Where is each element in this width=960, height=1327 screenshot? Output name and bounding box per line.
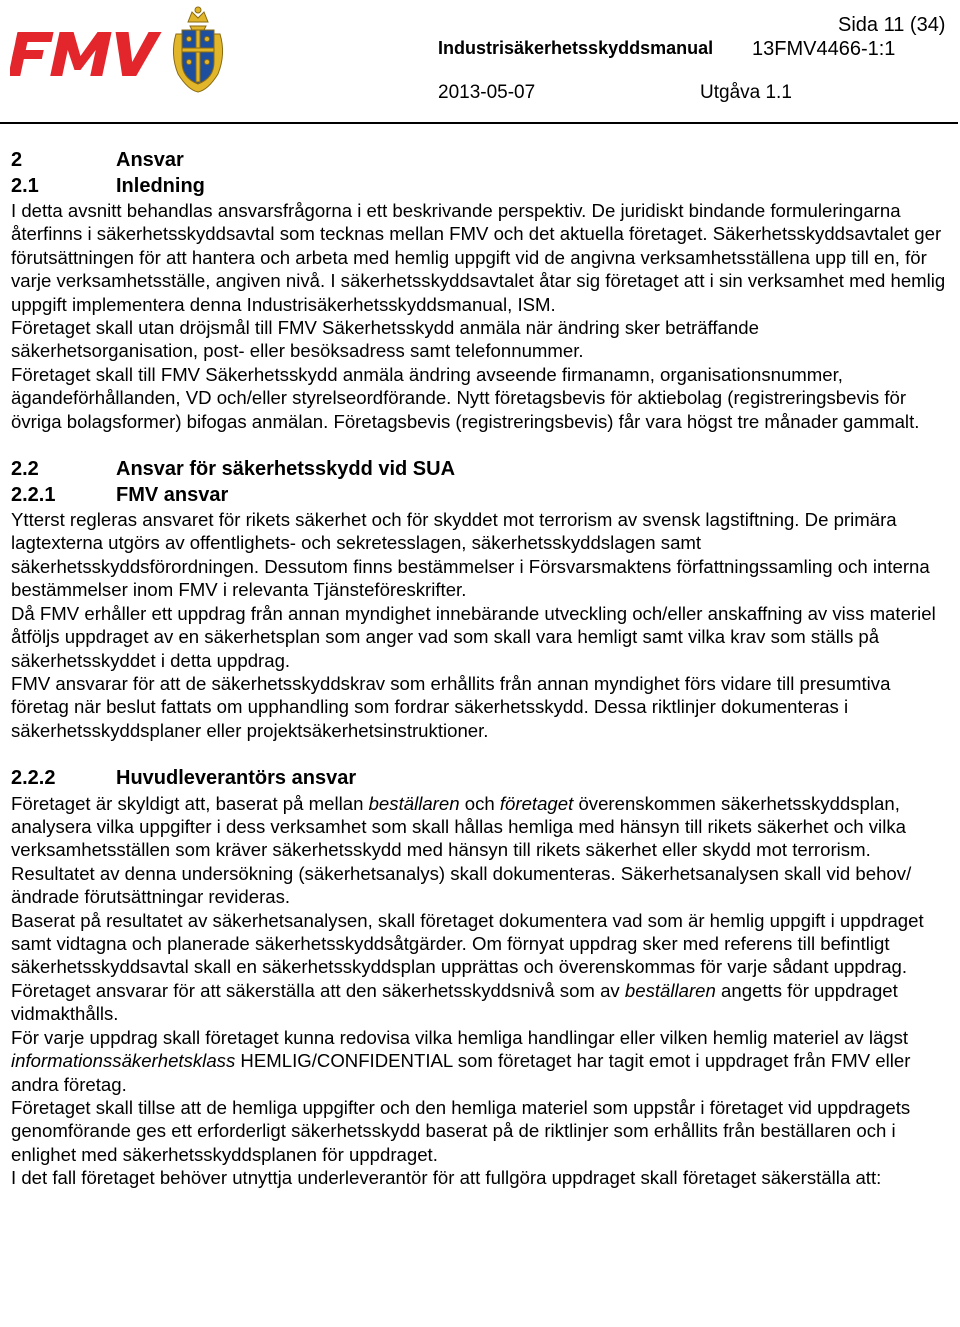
paragraph: Baserat på resultatet av säkerhetsanalysen, skall företaget dokumentera vad som är hemlig uppgift i uppdraget samt vidtagna och planerade säkerhetsskyddsåtgärder. Om förnyat uppdrag sker med referens till befintligt säkerhetsskyddsavtal skall en säkerhetsskyddsplan upprättas och överenskommas för varje sådant uppdrag.: [11, 909, 924, 978]
fmv-logo: [10, 30, 162, 78]
document-edition: Utgåva 1.1: [700, 82, 792, 103]
heading-2-2: 2.2 Ansvar för säkerhetsskydd vid SUA: [11, 458, 456, 481]
paragraph: Då FMV erhåller ett uppdrag från annan myndighet innebärande utveckling och/eller anskaffning av viss materiel åtföljs uppdraget av en säkerhetsplan som anger vad som skall vara hemligt samt vilka krav som ställs på säkerhetsskyddet i detta uppdrag.: [11, 602, 936, 671]
header-divider: [0, 122, 958, 124]
page-number: Sida 11 (34): [838, 14, 946, 36]
paragraph: FMV ansvarar för att de säkerhetsskyddskrav som erhållits från annan myndighet förs vidare till presumtiva företag när beslut fattats om upphandling som fordrar säkerhetsskydd. Dessa riktlinjer dokumenteras i säkerhetsskyddsplaner eller projektsäkerhetsinstruktioner.: [11, 672, 891, 741]
paragraph: Företaget skall till FMV Säkerhetsskydd anmäla ändring avseende firmanamn, organisationsnummer, ägandeförhållanden, VD och/eller styrelseordförande. Nytt företagsbevis för aktiebolag (registreringsbevis för övriga bolagsformer) bifogas anmälan. Företagsbevis (registreringsbevis) får vara högst tre månader gammalt.: [11, 363, 920, 432]
document-id: 13FMV4466-1:1: [752, 38, 896, 60]
heading-2-1: 2.1 Inledning: [11, 174, 205, 197]
heading-2-2-1: 2.2.1 FMV ansvar: [11, 483, 229, 506]
heading-2-2-2: 2.2.2 Huvudleverantörs ansvar: [11, 767, 357, 790]
paragraph: Företaget är skyldigt att, baserat på mellan beställaren och företaget överenskommen säkerhetsskyddsplan, analysera vilka uppgifter i dess verksamhet som skall hållas hemliga med hänsyn till rikets säkerhet och vilka verksamhetsställen som kräver säkerhetsskydd med hänsyn till rikets säkerhet eller skydd mot terrorism. Resultatet av denna undersökning (säkerhetsanalys) skall dokumenteras. Säkerhetsanalysen skall vid behov/ändrade förutsättningar revideras.: [11, 792, 912, 908]
heading-2: 2 Ansvar: [11, 149, 184, 171]
swedish-crest-icon: [168, 4, 228, 96]
paragraph: Ytterst regleras ansvaret för rikets säkerhet och för skyddet mot terrorism av svensk lagstiftning. De primära lagtexterna utgörs av offentlighets- och sekretesslagen, säkerhetsskyddslagen samt säkerhetsskyddsförordningen. Dessutom finns bestämmelser i Försvarsmaktens författningssamling och interna bestämmelser inom FMV i relevanta Tjänsteföreskrifter.: [11, 509, 930, 601]
paragraph: I detta avsnitt behandlas ansvarsfrågorna i ett beskrivande perspektiv. De juridiskt bindande formuleringarna återfinns i säkerhetsskyddsavtal som tecknas mellan FMV och det aktuella företaget. Säkerhetsskyddsavtalet ger förutsättningen för att hantera och arbeta med hemlig uppgift vid de angivna verksamhetsställena upp till en, för varje verksamhetsställe, angiven nivå. I säkerhetsskyddsavtalet åtar sig företaget att i sin verksamhet med hemlig uppgift implementera denna Industrisäkerhetsskyddsmanual, ISM.: [11, 200, 946, 315]
paragraph: För varje uppdrag skall företaget kunna redovisa vilka hemliga handlingar eller vilken hemlig materiel av lägst informationssäkerhetsklass HEMLIG/CONFIDENTIAL som företaget har tagit emot i uppdraget från FMV eller andra företag.: [11, 1026, 911, 1095]
document-body: [11, 148, 951, 1190]
page-header: [0, 0, 960, 125]
paragraph: Företaget skall utan dröjsmål till FMV Säkerhetsskydd anmäla när ändring sker beträffande säkerhetsorganisation, post- eller besöksadress samt telefonnummer.: [11, 317, 759, 362]
manual-title: Industrisäkerhetsskyddsmanual: [438, 38, 714, 58]
paragraph: I det fall företaget behöver utnyttja underleverantör för att fullgöra uppdraget skall företaget säkerställa att:: [11, 1167, 882, 1189]
paragraph: Företaget ansvarar för att säkerställa att den säkerhetsskyddsnivå som av beställaren angetts för uppdraget vidmakthålls.: [11, 979, 898, 1025]
paragraph: Företaget skall tillse att de hemliga uppgifter och den hemliga materiel som uppstår i företaget vid uppdragets genomförande ges ett erforderligt säkerhetsskydd baserat på de riktlinjer som erhållits från beställaren och i enlighet med säkerhetsskyddsplanen för uppdraget.: [11, 1096, 911, 1165]
document-date: 2013-05-07: [438, 82, 536, 103]
